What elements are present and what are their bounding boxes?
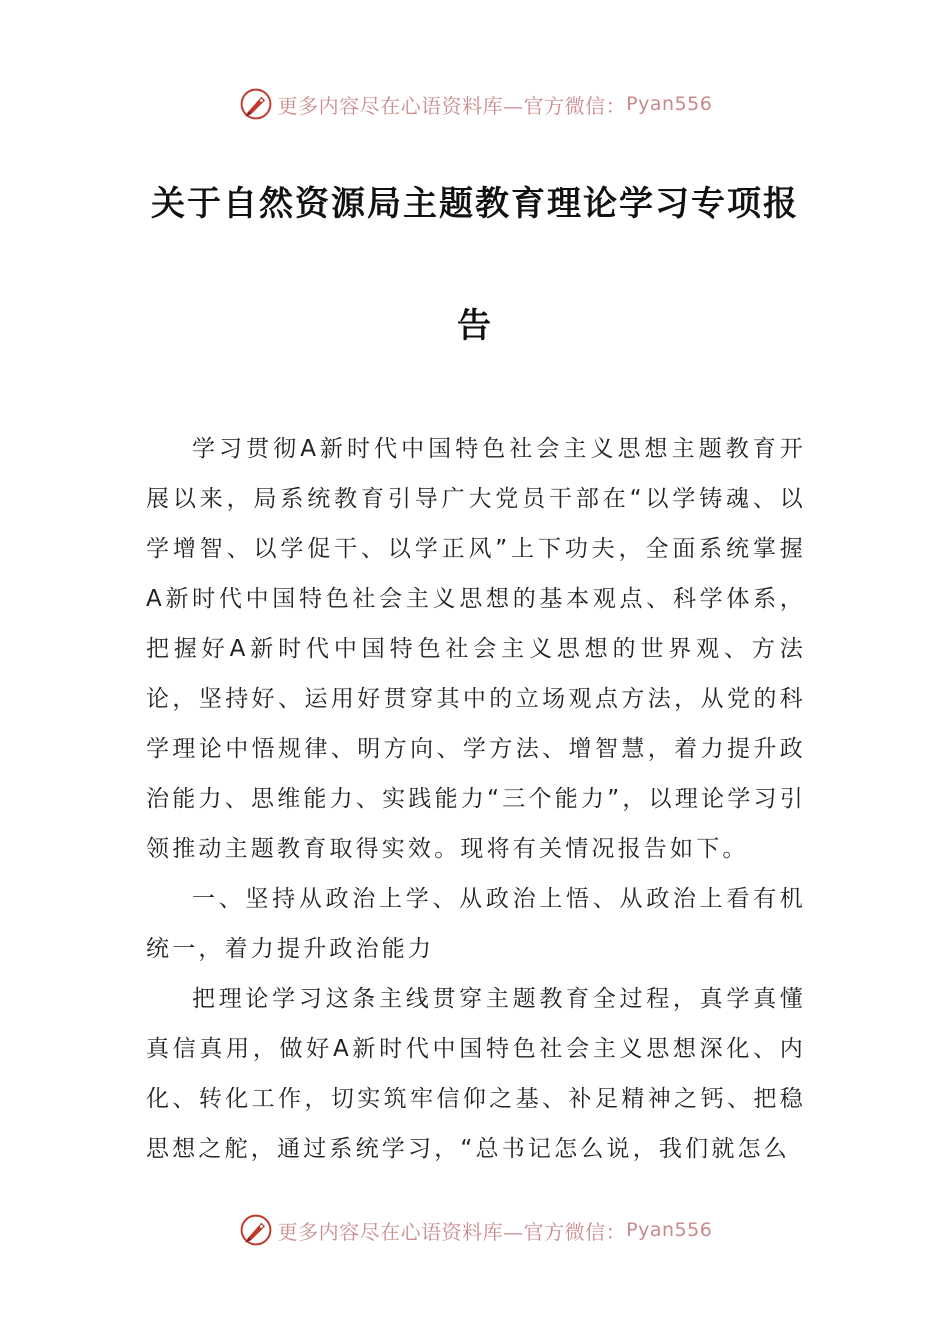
watermark-footer — [0, 1210, 950, 1250]
watermark-header — [0, 84, 950, 124]
watermark-wechat-id: Pyan556 — [626, 1219, 713, 1241]
watermark-text: 更多内容尽在心语资料库—官方微信： — [277, 1219, 627, 1244]
pen-nib-circle-icon — [238, 1212, 274, 1248]
watermark-wechat-id: Pyan556 — [626, 93, 713, 115]
paragraph-intro: 学习贯彻A新时代中国特色社会主义思想主题教育开展以来，局系统教育引导广大党员干部在“以学铸魂、以学增智、以学促干、以学正风”上下功夫，全面系统掌握A新时代中国特色社会主义思想的基本观点、科学体系，把握好A新时代中国特色社会主义思想的世界观、方法论，坚持好、运用好贯穿其中的立场观点方法，从党的科学理论中悟规律、明方向、学方法、增智慧，着力提升政治能力、思维能力、实践能力“三个能力”，以理论学习引领推动主题教育取得实效。现将有关情况报告如下。 — [146, 436, 806, 862]
paragraph-section-1: 把理论学习这条主线贯穿主题教育全过程，真学真懂真信真用，做好A新时代中国特色社会主义思想深化、内化、转化工作，切实筑牢信仰之基、补足精神之钙、把稳思想之舵，通过系统学习，“总书记怎么说，我们就怎么 — [146, 986, 806, 1162]
document-title-line2: 告 — [457, 306, 493, 346]
document-title-line1: 关于自然资源局主题教育理论学习专项报 — [151, 184, 799, 224]
document-body — [146, 424, 806, 1174]
pen-nib-circle-icon — [238, 86, 274, 122]
watermark-text: 更多内容尽在心语资料库—官方微信： — [277, 93, 627, 118]
section-heading-1: 一、坚持从政治上学、从政治上悟、从政治上看有机统一，着力提升政治能力 — [146, 886, 806, 962]
